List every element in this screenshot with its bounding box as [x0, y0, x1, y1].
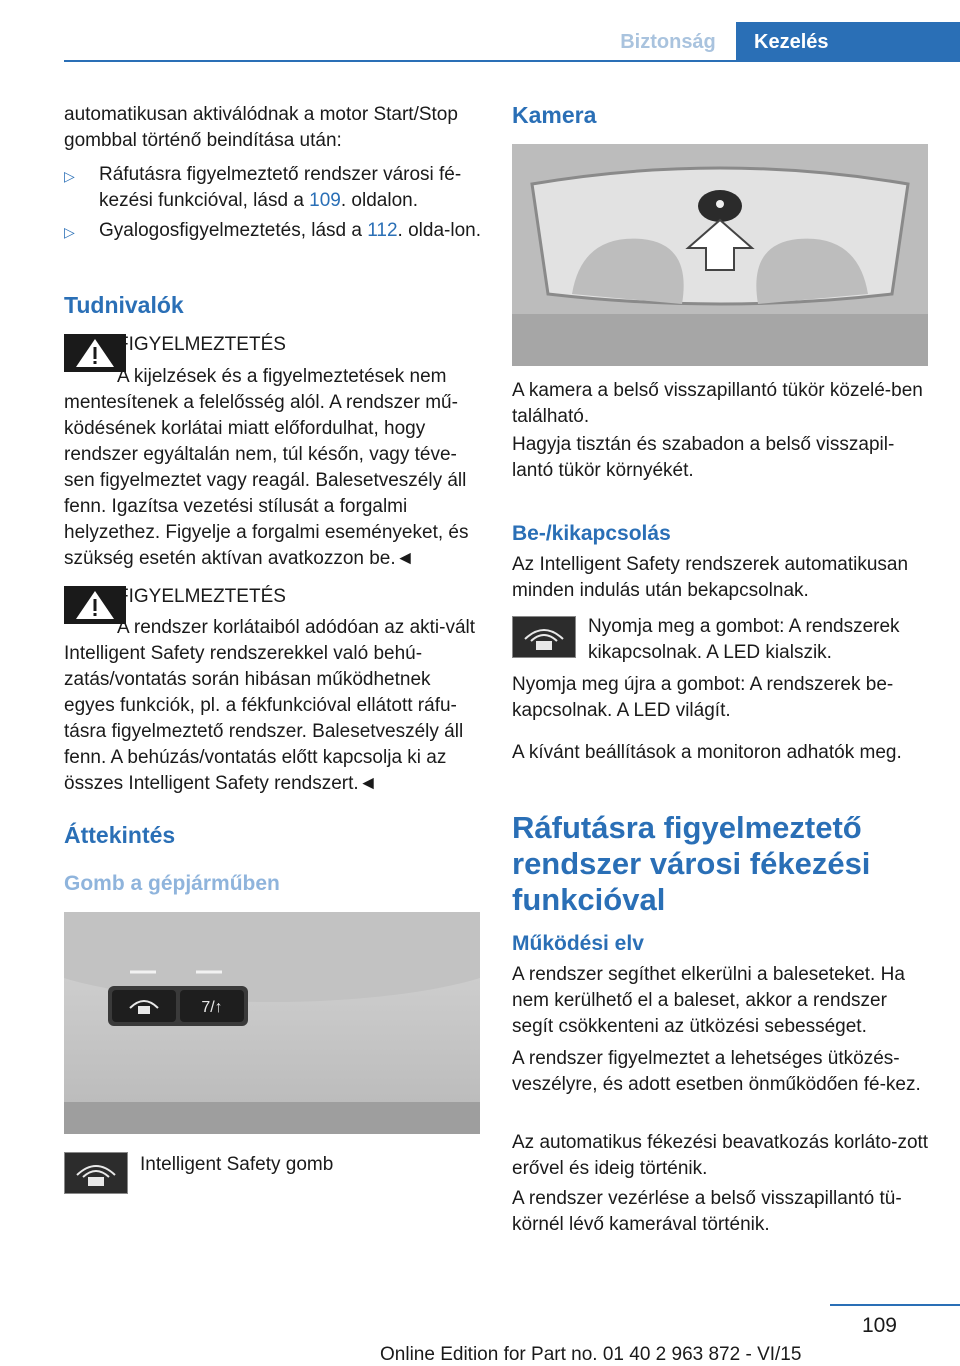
section-title: Ráfutásra figyelmeztető rendszer városi fékezési funkcióval [512, 810, 871, 917]
tab-kezeles[interactable]: Kezelés [736, 22, 960, 62]
intro-text: automatikusan aktiválódnak a motor Start/Stop gombbal történő beindítása után: [64, 104, 458, 151]
header-rule [64, 60, 960, 62]
heading-kamera: Kamera [512, 102, 597, 128]
intelligent-safety-button-icon [512, 616, 576, 658]
button-panel-photo [64, 912, 480, 1134]
svg-text:7/↑: 7/↑ [201, 999, 223, 1016]
mukodesi-text-3: Az automatikus fékezési beavatkozás korláto-zott erővel és ideig történik. [512, 1132, 929, 1179]
heading-mukodesi-elv: Működési elv [512, 932, 644, 955]
mukodesi-text-2: A rendszer figyelmeztet a lehetséges ütközés-veszélyre, és adott esetben önműködően fé-kez. [512, 1048, 921, 1095]
mukodesi-text-1: A rendszer segíthet elkerülni a baleseteket. Ha nem kerülhető el a baleset, akkor a rendszer segít csökkenteni az ütközési sebességet. [512, 964, 905, 1037]
heading-tudnivalok: Tudnivalók [64, 292, 184, 318]
kamera-text-1: A kamera a belső visszapillantó tükör közelé-ben található. [512, 380, 923, 427]
bullet-triangle-icon: ▷ [64, 168, 75, 184]
press-text: Nyomja meg a gombot: A rendszerek kikapcsolnak. A LED kialszik. [588, 616, 900, 663]
press-again-text: Nyomja meg újra a gombot: A rendszerek be-kapcsolnak. A LED világít. [512, 674, 894, 721]
warning-text: A kijelzések és a figyelmeztetések nem mentesítenek a felelősség alól. A rendszer mű-ködésének korlátai miatt előfordulhat, hogy rendszer egyáltalán nem, túl későn, vagy téve-sen figyelmeztet vagy reagál. Balesetveszély áll fenn. Igazítsa vezetési stílusát a forgalmi helyzethez. Figyelje a forgalmi eseményeket, és szükség esetén aktívan avatkozzon be.◄ [64, 366, 469, 569]
page-link-109[interactable]: 109 [309, 190, 341, 211]
settings-text: A kívánt beállítások a monitoron adhatók meg. [512, 742, 902, 763]
footer-rule [830, 1304, 960, 1306]
tab-biztonsag[interactable]: Biztonság [620, 31, 716, 53]
camera-photo [512, 144, 928, 366]
intelligent-safety-button-icon [64, 1152, 128, 1194]
heading-be-kikapcsolas: Be-/kikapcsolás [512, 522, 671, 545]
bekik-text: Az Intelligent Safety rendszerek automatikusan minden indulás után bekapcsolnak. [512, 554, 909, 601]
bullet-item: ▷ Gyalogosfigyelmeztetés, lásd a 112. olda-lon. [64, 218, 482, 270]
warning-title: FIGYELMEZTETÉS [117, 586, 286, 607]
footer-edition: Online Edition for Part no. 01 40 2 963 872 - VI/15 [380, 1344, 802, 1365]
warning-title: FIGYELMEZTETÉS [117, 334, 286, 355]
button-caption: Intelligent Safety gomb [140, 1154, 334, 1175]
bullet-triangle-icon: ▷ [64, 224, 75, 240]
bullet-item: ▷ Ráfutásra figyelmeztető rendszer városi fé-kezési funkcióval, lásd a 109. oldalon. [64, 164, 462, 211]
page-link-112[interactable]: 112 [367, 220, 398, 241]
warning-text: A rendszer korlátaiból adódóan az akti-vált Intelligent Safety rendszerekkel való behú-zatás/vontatás során hibásan működhetnek egyes funkciók, pl. a fékfunkcióval ellátott ráfu-tásra figyelmeztető rendszer. Balesetveszély áll fenn. A behúzás/vontatás előtt kapcsolja ki az összes Intelligent Safety rendszert.◄ [64, 617, 476, 794]
kamera-text-2: Hagyja tisztán és szabadon a belső visszapil-lantó tükör környékét. [512, 434, 895, 481]
heading-attekintes: Áttekintés [64, 822, 176, 848]
mukodesi-text-4: A rendszer vezérlése a belső visszapillantó tü-körnél lévő kamerával történik. [512, 1188, 902, 1235]
heading-gomb: Gomb a gépjárműben [64, 872, 280, 895]
page-number: 109 [861, 1314, 897, 1337]
